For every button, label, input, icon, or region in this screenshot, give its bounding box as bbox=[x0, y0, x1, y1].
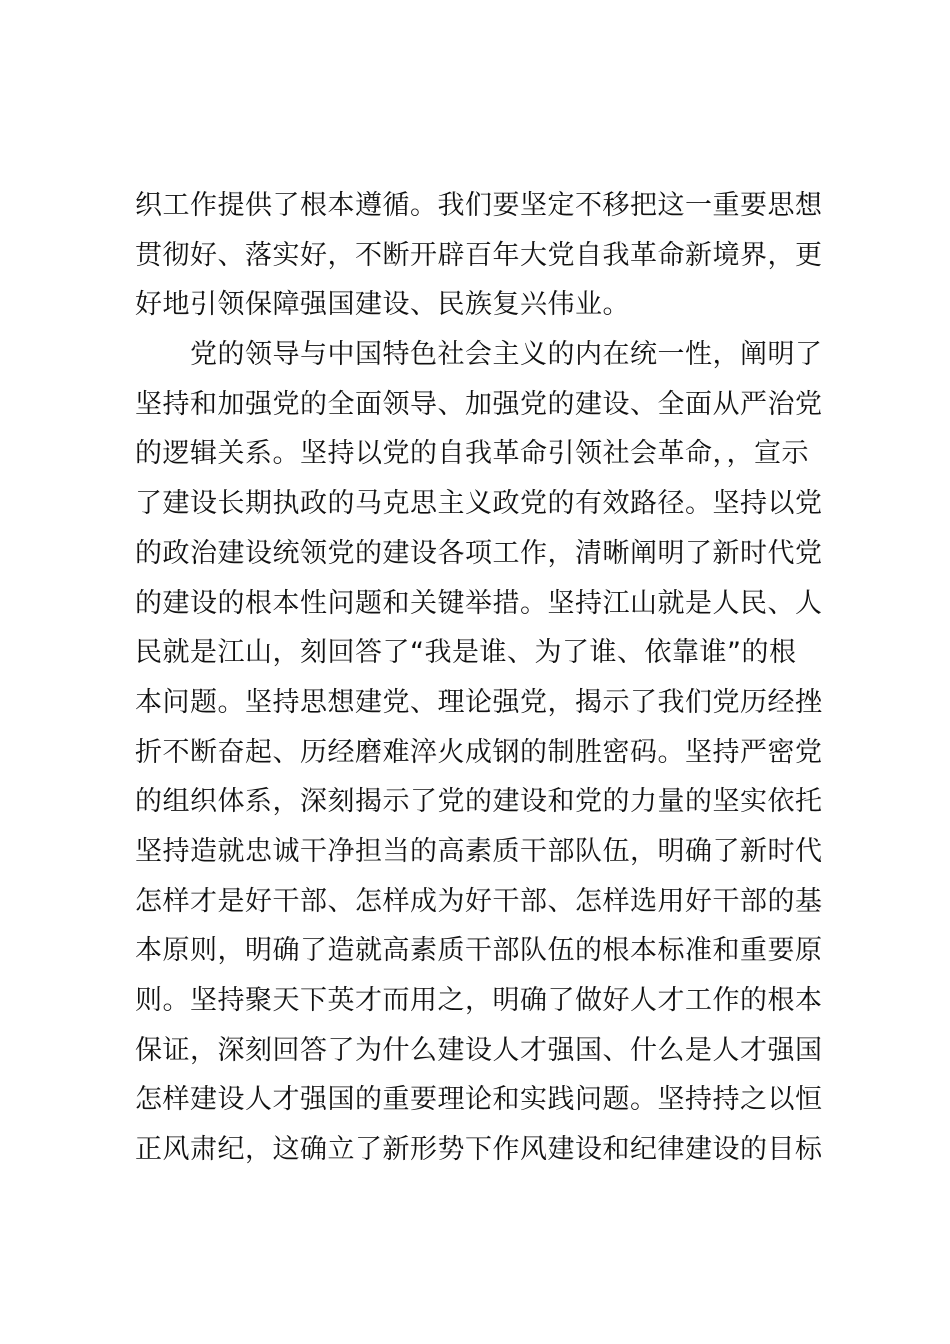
text-line: 的组织体系，深刻揭示了党的建设和党的力量的坚实依托 bbox=[135, 786, 823, 818]
text-line: 本原则，明确了造就高素质干部队伍的根本标准和重要原 bbox=[135, 935, 823, 967]
text-line: 的建设的根本性问题和关键举措。坚持江山就是人民、人 bbox=[135, 587, 823, 619]
text-line: 怎样建设人才强国的重要理论和实践问题。坚持持之以恒 bbox=[135, 1084, 823, 1116]
text-line: 坚持造就忠诚干净担当的高素质干部队伍，明确了新时代 bbox=[135, 835, 823, 867]
text-line: 民就是江山，刻回答了“我是谁、为了谁、依靠谁”的根 bbox=[135, 637, 797, 669]
text-line: 贯彻好、落实好，不断开辟百年大党自我革命新境界，更 bbox=[135, 239, 823, 271]
text-line: 了建设长期执政的马克思主义政党的有效路径。坚持以党 bbox=[135, 488, 823, 520]
text-line: 则。坚持聚天下英才而用之，明确了做好人才工作的根本 bbox=[135, 985, 823, 1016]
text-line: 保证，深刻回答了为什么建设人才强国、什么是人才强国 bbox=[135, 1034, 823, 1066]
paragraph-start-line: 党的领导与中国特色社会主义的内在统一性，阐明了 bbox=[135, 339, 823, 371]
body-text bbox=[135, 181, 835, 1175]
text-line: 的逻辑关系。坚持以党的自我革命引领社会革命，，宣示 bbox=[135, 438, 809, 470]
text-line: 怎样才是好干部、怎样成为好干部、怎样选用好干部的基 bbox=[135, 885, 823, 917]
text-line: 正风肃纪，这确立了新形势下作风建设和纪律建设的目标 bbox=[135, 1134, 823, 1166]
text-line: 坚持和加强党的全面领导、加强党的建设、全面从严治党 bbox=[135, 388, 823, 420]
text-line: 折不断奋起、历经磨难淬火成钢的制胜密码。坚持严密党 bbox=[135, 736, 823, 768]
text-line: 织工作提供了根本遵循。我们要坚定不移把这一重要思想 bbox=[135, 190, 823, 221]
text-line: 本问题。坚持思想建党、理论强党，揭示了我们党历经挫 bbox=[135, 686, 823, 718]
text-line: 的政治建设统领党的建设各项工作，清晰阐明了新时代党 bbox=[135, 537, 823, 569]
text-line: 好地引领保障强国建设、民族复兴伟业。 bbox=[135, 289, 630, 321]
